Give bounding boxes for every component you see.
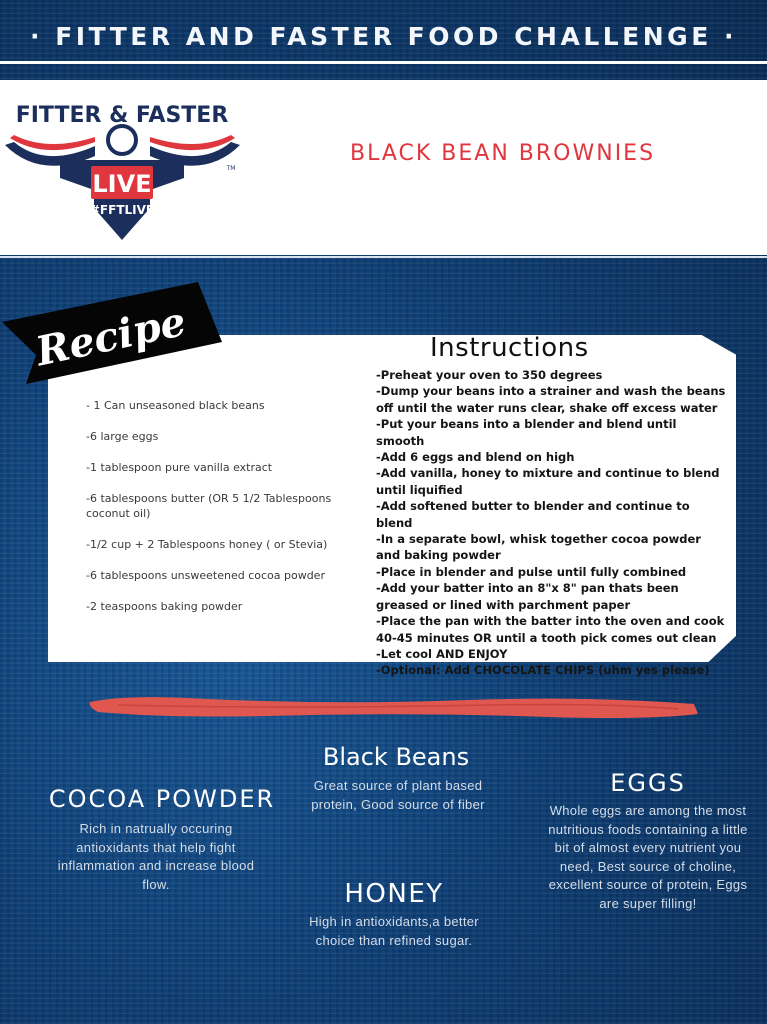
instruction-step: -Add 6 eggs and blend on high xyxy=(376,450,575,465)
logo-swoosh-red-right xyxy=(150,135,235,150)
ingredient-item: -6 large eggs xyxy=(86,430,159,443)
instruction-step: -Put your beans into a blender and blend until smooth xyxy=(376,417,677,448)
logo-badge-text: LIVE xyxy=(92,170,152,198)
instruction-step: -Add softened butter to blender and continue to blend xyxy=(376,499,690,530)
instruction-step: -Let cool AND ENJOY xyxy=(376,646,508,661)
instruction-step: -Optional: Add CHOCOLATE CHIPS (uhm yes please) xyxy=(376,663,710,678)
ingredient-item: -2 teaspoons baking powder xyxy=(86,600,243,613)
recipe-ribbon-text: Recipe xyxy=(31,297,190,376)
instructions-heading: Instructions xyxy=(430,333,589,363)
instruction-step: -Add vanilla, honey to mixture and continue to blend until liquified xyxy=(376,466,720,497)
eggs-title: EGGS xyxy=(610,769,686,797)
banner-divider xyxy=(0,61,767,64)
logo-hashtag: #FFTLIVE xyxy=(89,203,155,217)
ingredients-list xyxy=(86,398,358,630)
instructions-list xyxy=(376,367,726,679)
banner-title: · FITTER AND FASTER FOOD CHALLENGE · xyxy=(30,22,737,51)
logo-figure-head xyxy=(108,126,136,154)
ingredient-item: -6 tablespoons butter (OR 5 1/2 Tablespoons coconut oil) xyxy=(86,492,332,520)
black-beans-title: Black Beans xyxy=(322,743,470,771)
logo-trademark: TM xyxy=(226,165,236,172)
honey-title: HONEY xyxy=(344,879,444,909)
eggs-text: Whole eggs are among the most nutritious foods containing a little bit of almost every nutrient you need, Best source of choline, excellent source of protein, Eggs are super filling! xyxy=(548,803,748,911)
cocoa-powder-text: Rich in natrually occuring antioxidants that help fight inflammation and increase blood flow. xyxy=(57,821,255,892)
instruction-step: -In a separate bowl, whisk together cocoa powder and baking powder xyxy=(376,532,701,563)
instruction-step: -Dump your beans into a strainer and wash the beans off until the water runs clear, shake off excess water xyxy=(376,384,726,415)
brush-stroke-divider xyxy=(88,690,700,726)
black-beans-text: Great source of plant based protein, Good source of fiber xyxy=(311,778,485,812)
recipe-title: BLACK BEAN BROWNIES xyxy=(350,141,656,166)
honey-text: High in antioxidants,a better choice than refined sugar. xyxy=(309,914,479,948)
instruction-step: -Place the pan with the batter into the oven and cook 40-45 minutes OR until a tooth pick comes out clean xyxy=(376,614,725,645)
logo-swoosh-red-left xyxy=(10,135,95,150)
instruction-step: -Preheat your oven to 350 degrees xyxy=(376,368,603,382)
header-divider xyxy=(0,256,767,258)
instruction-step: -Place in blender and pulse until fully combined xyxy=(376,564,687,579)
instruction-step: -Add your batter into an 8"x 8" pan thats been greased or lined with parchment paper xyxy=(376,581,679,612)
cocoa-powder-title: COCOA POWDER xyxy=(48,785,276,813)
fitter-faster-live-logo xyxy=(0,90,245,250)
recipe-ribbon xyxy=(0,280,225,390)
ingredient-item: -1/2 cup + 2 Tablespoons honey ( or Stevia) xyxy=(86,538,328,551)
ingredient-item: -6 tablespoons unsweetened cocoa powder xyxy=(86,569,325,582)
ingredient-item: -1 tablespoon pure vanilla extract xyxy=(86,461,273,474)
logo-line1: FITTER & FASTER xyxy=(15,103,229,128)
ingredient-item: - 1 Can unseasoned black beans xyxy=(86,399,265,412)
